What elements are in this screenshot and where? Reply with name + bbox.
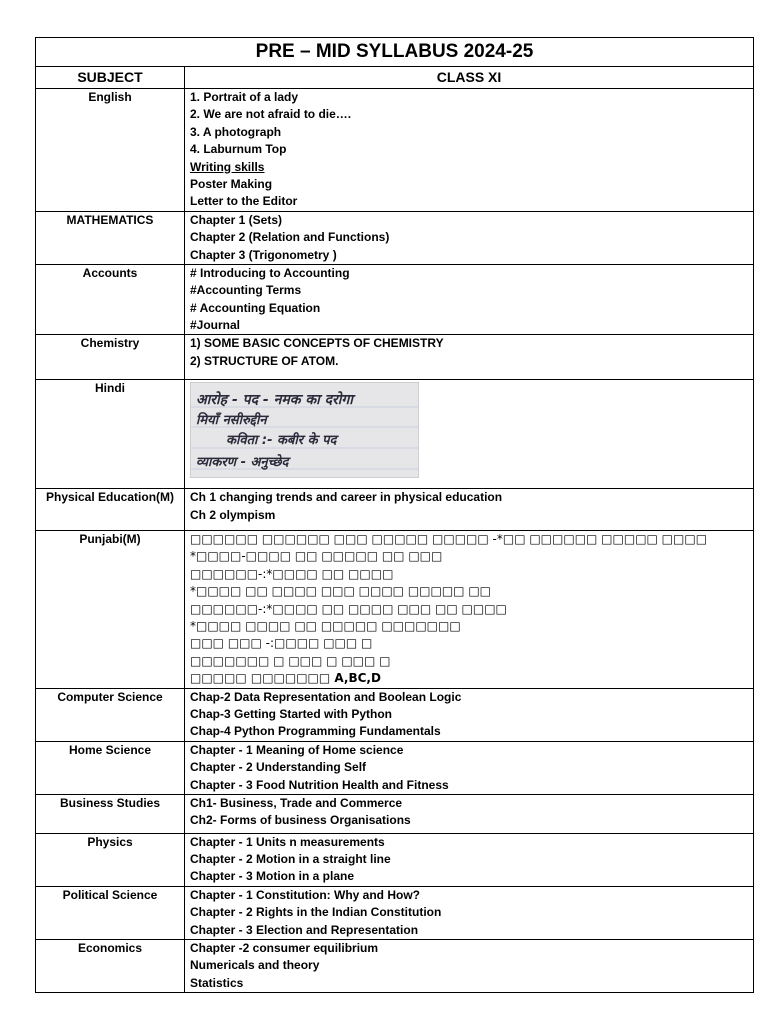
subject-topics bbox=[185, 89, 754, 212]
table-row-accounts bbox=[36, 264, 754, 335]
subject-name: Economics bbox=[36, 940, 185, 993]
subject-name: Punjabi(M) bbox=[36, 531, 185, 689]
topic-line: 2. We are not afraid to die…. bbox=[190, 107, 352, 122]
table-row-economics bbox=[36, 940, 754, 993]
subject-name: Computer Science bbox=[36, 688, 185, 741]
topic-line: 1) SOME BASIC CONCEPTS OF CHEMISTRY bbox=[190, 336, 444, 351]
document-title: PRE – MID SYLLABUS 2024-25 bbox=[36, 38, 754, 67]
table-row-political-science bbox=[36, 886, 754, 939]
topic-line: □□□□□□□ □ □□□ □ □□□ □ bbox=[190, 653, 391, 668]
subject-topics bbox=[185, 264, 754, 335]
table-row-business-studies bbox=[36, 794, 754, 833]
subject-name: Political Science bbox=[36, 886, 185, 939]
topic-line: *□□□□-□□□□ □□ □□□□□ □□ □□□ bbox=[190, 549, 443, 564]
topic-line: Chapter - 2 Motion in a straight line bbox=[190, 852, 391, 867]
topic-line: # Accounting Equation bbox=[190, 300, 321, 315]
topic-line: 3. A photograph bbox=[190, 124, 282, 139]
topic-line: Chapter - 3 Election and Representation bbox=[190, 922, 419, 937]
topic-line: □□□□□ □□□□□□□ A,BC,D bbox=[190, 671, 381, 686]
topic-line: 4. Laburnum Top bbox=[190, 142, 287, 157]
topic-line: Ch1- Business, Trade and Commerce bbox=[190, 795, 403, 810]
subject-name: Hindi bbox=[36, 380, 185, 489]
subject-name: Accounts bbox=[36, 264, 185, 335]
subject-name: Physics bbox=[36, 833, 185, 886]
topic-line: Chapter - 1 Meaning of Home science bbox=[190, 742, 404, 757]
subject-topics bbox=[185, 211, 754, 264]
title-row bbox=[36, 38, 754, 67]
subject-topics bbox=[185, 380, 754, 489]
topic-line: Poster Making bbox=[190, 176, 273, 191]
topic-line: Ch 2 olympism bbox=[190, 507, 276, 522]
subject-name: English bbox=[36, 89, 185, 212]
subject-topics bbox=[185, 489, 754, 531]
table-row-punjabi bbox=[36, 531, 754, 689]
subject-name: MATHEMATICS bbox=[36, 211, 185, 264]
subject-topics bbox=[185, 741, 754, 794]
subject-topics bbox=[185, 531, 754, 689]
handwriting-line-1: आरोह - पद - नमक का दरोगा bbox=[196, 392, 353, 409]
topic-line: Chapter - 2 Understanding Self bbox=[190, 760, 367, 775]
header-row bbox=[36, 67, 754, 89]
table-row-computer-science bbox=[36, 688, 754, 741]
topic-line: Chap-2 Data Representation and Boolean Logic bbox=[190, 689, 462, 704]
topic-line: Chapter -2 consumer equilibrium bbox=[190, 941, 379, 956]
table-row-english bbox=[36, 89, 754, 212]
handwritten-hindi-photo bbox=[190, 382, 419, 478]
topic-line: □□□□□□-:*□□□□ □□ □□□□ □□□ □□ □□□□ bbox=[190, 601, 507, 616]
header-class: CLASS XI bbox=[185, 67, 754, 89]
topic-line: Chapter - 1 Units n measurements bbox=[190, 834, 385, 849]
subject-topics bbox=[185, 886, 754, 939]
table-row-physics bbox=[36, 833, 754, 886]
topic-line: Ch 1 changing trends and career in physical education bbox=[190, 490, 503, 505]
subject-name: Business Studies bbox=[36, 794, 185, 833]
topic-line: □□□□□□ □□□□□□ □□□ □□□□□ □□□□□ -*□□ □□□□□□ □□□□□ □□□□ bbox=[190, 532, 708, 547]
topic-line: □□□ □□□ -:□□□□ □□□ □ bbox=[190, 636, 373, 651]
topic-line: Numericals and theory bbox=[190, 958, 320, 973]
subject-name: Physical Education(M) bbox=[36, 489, 185, 531]
subject-name: Home Science bbox=[36, 741, 185, 794]
table-row-physical-education bbox=[36, 489, 754, 531]
topic-line: *□□□□ □□ □□□□ □□□ □□□□ □□□□□ □□ bbox=[190, 584, 491, 599]
topic-line: Chapter - 3 Motion in a plane bbox=[190, 869, 355, 884]
subject-topics bbox=[185, 833, 754, 886]
topic-line: 1. Portrait of a lady bbox=[190, 90, 299, 104]
table-row-hindi bbox=[36, 380, 754, 489]
topic-line: Chapter 2 (Relation and Functions) bbox=[190, 230, 390, 245]
subject-topics bbox=[185, 688, 754, 741]
topic-line: Statistics bbox=[190, 975, 244, 990]
topic-line: #Accounting Terms bbox=[190, 283, 302, 298]
handwriting-line-2: मियाँ नसीरुद्दीन bbox=[196, 413, 267, 429]
topic-line: Chapter - 3 Food Nutrition Health and Fitness bbox=[190, 777, 449, 792]
table-row-mathematics bbox=[36, 211, 754, 264]
handwriting-line-3: कविता :- कबीर के पद bbox=[226, 433, 337, 449]
subject-topics bbox=[185, 940, 754, 993]
table-row-chemistry bbox=[36, 335, 754, 380]
topic-line: Chap-3 Getting Started with Python bbox=[190, 706, 393, 721]
syllabus-table bbox=[35, 37, 754, 993]
topic-line: Chapter 1 (Sets) bbox=[190, 212, 283, 227]
topic-line: Chap-4 Python Programming Fundamentals bbox=[190, 724, 441, 739]
topic-line: # Introducing to Accounting bbox=[190, 265, 350, 280]
handwriting-line-4: व्याकरण - अनुच्छेद bbox=[196, 455, 289, 471]
topic-line: Chapter 3 (Trigonometry ) bbox=[190, 247, 337, 262]
table-row-home-science bbox=[36, 741, 754, 794]
writing-skills-heading: Writing skills bbox=[190, 159, 265, 174]
topic-line: *□□□□ □□□□ □□ □□□□□ □□□□□□□ bbox=[190, 618, 461, 633]
subject-name: Chemistry bbox=[36, 335, 185, 380]
topic-line: Ch2- Forms of business Organisations bbox=[190, 813, 411, 828]
topic-line: #Journal bbox=[190, 318, 241, 333]
topic-line: Chapter - 1 Constitution: Why and How? bbox=[190, 887, 420, 902]
topic-line: Chapter - 2 Rights in the Indian Constitution bbox=[190, 905, 442, 920]
subject-topics bbox=[185, 794, 754, 833]
topic-line: 2) STRUCTURE OF ATOM. bbox=[190, 353, 339, 368]
topic-line: Letter to the Editor bbox=[190, 194, 298, 209]
header-subject: SUBJECT bbox=[36, 67, 185, 89]
subject-topics bbox=[185, 335, 754, 380]
topic-line: □□□□□□-:*□□□□ □□ □□□□ bbox=[190, 566, 394, 581]
